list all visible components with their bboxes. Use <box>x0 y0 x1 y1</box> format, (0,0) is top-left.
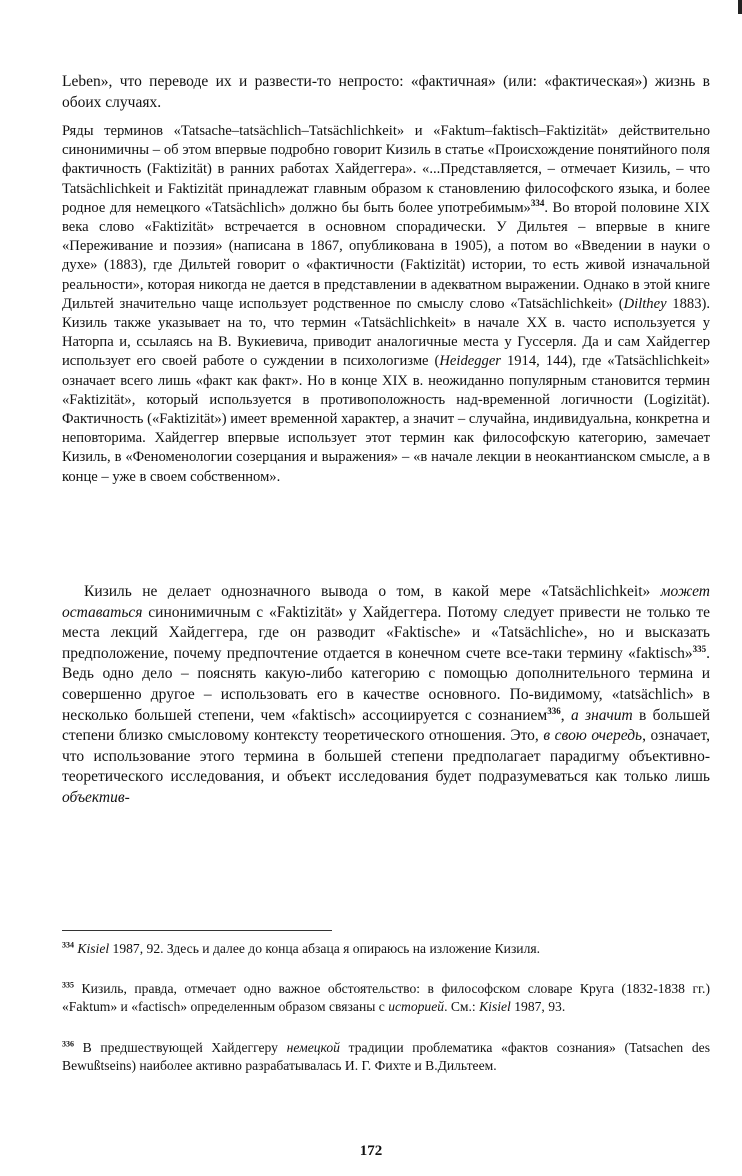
footnote-text: 1987, 93. <box>510 998 566 1014</box>
footnote-number: 334 <box>62 940 74 950</box>
text-run: . Ведь одно дело – пояснять какую-либо категорию с помощью дополнительного термина и совершенно другое – использовать его в качестве основного. По-видимому, «tatsächlich» в несколько большей степени, чем «faktisch» ассоциируется с сознанием <box>62 644 710 724</box>
footnote-text: Кизиль, правда, отмечает одно важное обстоятельство: в философском словаре Круга (1832-1838 гг.) «Faktum» и «factisch» определенным образом связаны с <box>62 981 710 1014</box>
text-run: , означает, что использование этого термина в большей степени предполагает парадигму объективно-теоретического исследования, и объект исследования будет подразумеваться как только лишь <box>62 727 711 786</box>
text-run: Ряды терминов «Tatsache–tatsächlich–Tatsächlichkeit» и «Faktum–faktisch–Faktizität» действительно синонимичны – об этом впервые подробно говорит Кизиль в статье «Происхождение понятийного поля фактичность (Faktizität) в ранних работах Хайдеггера». «...Представляется, – отмечает Кизиль, – что Tatsächlichkeit и Faktizität принадлежат главным образом к становлению философского языка, и более родное для немецкого «Tatsächlich» должно бы быть более употребимым» <box>62 123 710 216</box>
footnote-335 <box>62 980 710 1015</box>
footnote-text: . См.: <box>444 998 480 1014</box>
footnote-ref-335[interactable]: 335 <box>692 643 707 654</box>
footnote-number: 336 <box>62 1039 74 1049</box>
footnote-ref-336[interactable]: 336 <box>547 705 561 716</box>
scan-edge-mark <box>738 0 742 14</box>
text-run: Кизиль не делает однозначного вывода о том, в какой мере «Tatsächlichkeit» <box>84 583 661 600</box>
footnote-number: 335 <box>62 980 74 990</box>
emphasis: может оставаться <box>62 583 710 621</box>
paragraph-continuation <box>62 72 710 113</box>
text-run: в большей степени близко смысловому контексту теоретического отношения. Это, <box>62 706 711 745</box>
footnote-divider <box>62 930 332 931</box>
footnote-text: В предшествующей Хайдеггеру <box>82 1040 287 1055</box>
text-run: 1914, 144), где «Tatsächlichkeit» означает всего лишь «факт как факт». Но в конце XIX в. неожиданно популярным становится термин «Faktizität», который используется в противоположность над-временной логичности (Logizität). Фактичность («Faktizität») имеет временной характер, а значит – случайна, индивидуальна, конкретна и неповторима. Хайдеггер впервые использует этот термин как философскую категорию, замечает Кизиль, в «Феноменологии созерцания и выражения» – «в начале лекции в неокантианском смысле, а в конце – уже в своем собственном». <box>62 353 710 485</box>
footnote-text: 1987, 92. Здесь и далее до конца абзаца я опираюсь на изложение Кизиля. <box>109 941 541 956</box>
paragraph-main <box>62 582 710 809</box>
citation-author: Heidegger <box>439 353 501 370</box>
paragraph-text: Leben», что переводе их и развести-то непросто: «фактичная» (или: «фактическая») жизнь в обоих случаях. <box>62 73 710 111</box>
emphasis: в свою очередь <box>543 727 643 745</box>
page-number: 172 <box>359 1143 383 1159</box>
footnote-334 <box>62 940 710 958</box>
footnote-text: традиции проблематика «фактов сознания» (Tatsachen des Bewußtseins) наиболее активно разрабатывалась И. Г. Фихте и В.Дильтеем. <box>62 1040 710 1073</box>
citation-author: Kisiel <box>77 941 110 956</box>
text-run: 1883). Кизиль также указывает на то, что термин «Tatsächlichkeit» в начале XX в. часто используется у Наторпа и, ссылаясь на В. Вукиевича, приводит аналогичные места у Гуссерля. Да и сам Хайдеггер использует его своей работе о суждении в психологизме ( <box>62 295 710 370</box>
paragraph-quote-block <box>62 122 710 487</box>
emphasis: историей <box>388 998 445 1014</box>
text-run: . Во второй половине XIX века слово «Faktizität» встречается в основном спорадически. У Дильтея – впервые в книге «Переживание и поэзия» (написана в 1867, опубликована в 1905), а потом во «Введении в науки о духе» (1883), где Дильтей говорит о «фактичности (Faktizität) истории, то есть живой изначальной реальности», которая никогда не дается в представлении в адекватном выражении. Однако в этой книге Дильтей значительно чаще использует родственное по смыслу слово «Tatsächlichkeit» ( <box>62 199 710 312</box>
citation-author: Dilthey <box>623 295 667 312</box>
text-run: , <box>560 706 571 724</box>
emphasis: немецкой <box>286 1040 340 1055</box>
emphasis: а значит <box>570 706 633 724</box>
footnote-336 <box>62 1039 710 1074</box>
footnote-ref-334[interactable]: 334 <box>530 197 545 208</box>
citation-author: Kisiel <box>479 998 511 1014</box>
emphasis: объектив- <box>62 788 130 806</box>
text-run: синонимичным с «Faktizität» у Хайдеггера. Потому следует привести не только те места лекций Хайдеггера, где он разводит «Faktische» и «Tatsächliche», но и высказать предположение, почему предпочтение отдается в конечном счете все-таки термину «faktisch» <box>62 603 710 662</box>
